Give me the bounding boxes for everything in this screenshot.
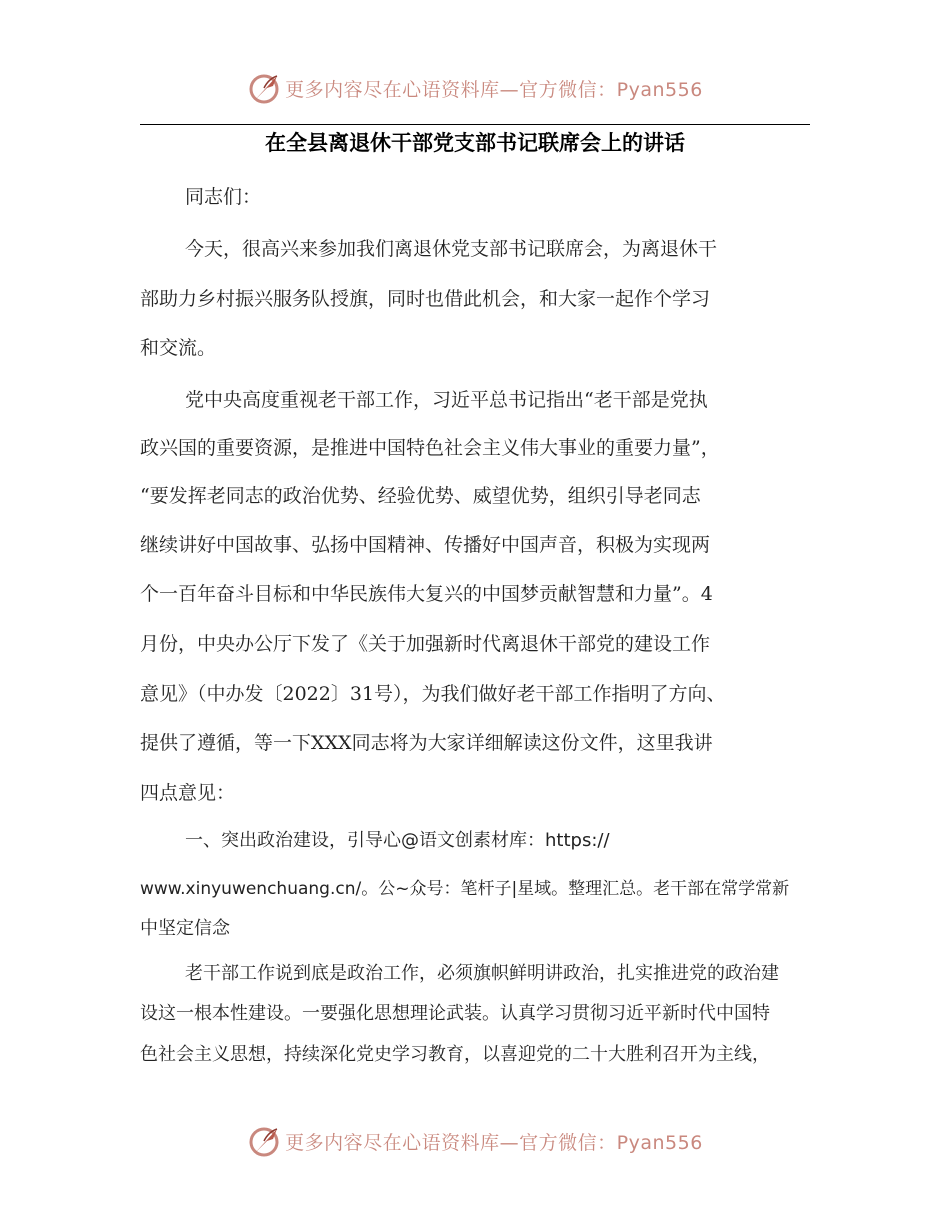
footer-watermark xyxy=(0,1121,950,1161)
header-divider xyxy=(140,124,810,125)
text-line: 今天，很高兴来参加我们离退休党支部书记联席会，为离退休干 xyxy=(185,238,718,260)
section-heading-line: 中坚定信念 xyxy=(140,918,230,939)
text-line: 意见》（中办发〔2022〕31号），为我们做好老干部工作指明了方向、 xyxy=(140,683,726,705)
section-heading-line: www.xinyuwenchuang.cn/。公~众号：笔杆子|星域。整理汇总。老干部在常学常新 xyxy=(140,879,790,899)
section-heading-line: 一、突出政治建设，引导心@语文创素材库：https:// xyxy=(185,830,610,851)
text-line: 部助力乡村振兴服务队授旗，同时也借此机会，和大家一起作个学习 xyxy=(140,288,711,310)
watermark-text: 更多内容尽在心语资料库—官方微信：Pyan556 xyxy=(285,1131,703,1154)
text-line: 同志们： xyxy=(185,186,262,208)
header-watermark xyxy=(0,68,950,108)
text-line: 月份，中央办公厅下发了《关于加强新时代离退休干部党的建设工作 xyxy=(140,633,711,655)
watermark-text: 更多内容尽在心语资料库—官方微信：Pyan556 xyxy=(285,78,703,101)
document-title: 在全县离退休干部党支部书记联席会上的讲话 xyxy=(265,131,685,155)
text-line: 老干部工作说到底是政治工作，必须旗帜鲜明讲政治，扎实推进党的政治建 xyxy=(185,963,779,984)
quill-logo-icon xyxy=(247,1123,283,1159)
text-line: 四点意见： xyxy=(140,782,236,804)
text-line: 设这一根本性建设。一要强化思想理论武装。认真学习贯彻习近平新时代中国特 xyxy=(140,1003,770,1024)
text-line: 提供了遵循，等一下XXX同志将为大家详细解读这份文件，这里我讲 xyxy=(140,732,713,754)
text-line: 个一百年奋斗目标和中华民族伟大复兴的中国梦贡献智慧和力量”。4 xyxy=(140,583,713,605)
text-line: 和交流。 xyxy=(140,337,217,359)
text-line: 党中央高度重视老干部工作，习近平总书记指出“老干部是党执 xyxy=(185,389,708,411)
text-line: 政兴国的重要资源，是推进中国特色社会主义伟大事业的重要力量”， xyxy=(140,437,720,459)
text-line: 色社会主义思想，持续深化党史学习教育，以喜迎党的二十大胜利召开为主线， xyxy=(140,1044,770,1065)
quill-logo-icon xyxy=(247,70,283,106)
text-line: “要发挥老同志的政治优势、经验优势、威望优势，组织引导老同志 xyxy=(140,485,701,507)
text-line: 继续讲好中国故事、弘扬中国精神、传播好中国声音，积极为实现两 xyxy=(140,534,711,556)
